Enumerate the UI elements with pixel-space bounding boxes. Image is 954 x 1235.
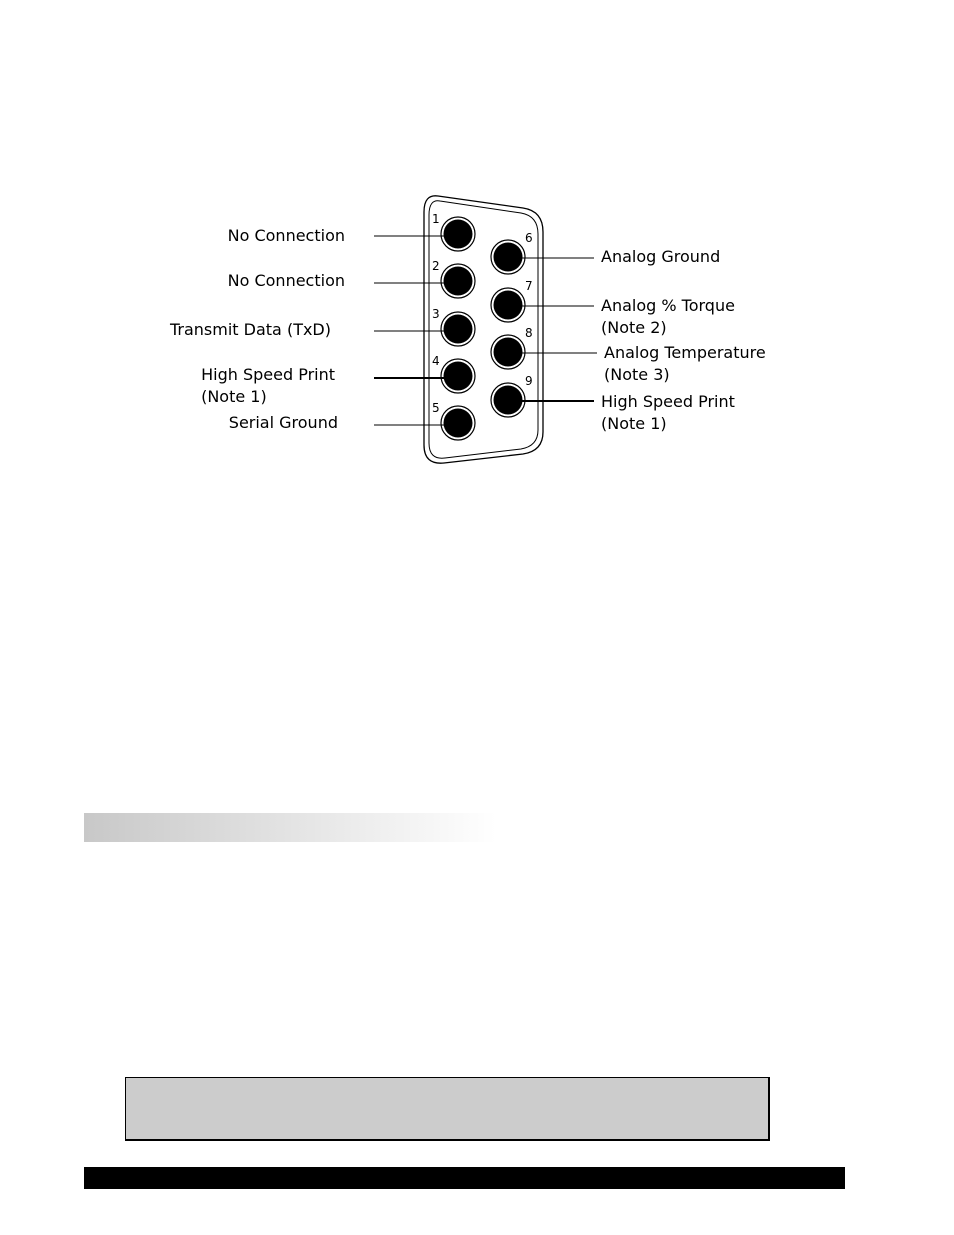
pin-9-label-line: High Speed Print: [601, 392, 735, 411]
pin-6-number: 6: [525, 231, 533, 245]
pin-7-label-line: Analog % Torque: [601, 296, 735, 315]
pin-8-label-line: Analog Temperature: [604, 343, 766, 362]
pin-9-number: 9: [525, 374, 533, 388]
pin-3-label-line: Transmit Data (TxD): [169, 320, 331, 339]
pin-2: [444, 267, 473, 296]
pin-8: [494, 338, 523, 367]
pin-2-number: 2: [432, 259, 440, 273]
pin-1: [444, 220, 473, 249]
pin-4-number: 4: [432, 354, 440, 368]
pin-6-label: [601, 246, 720, 268]
pin-1-number: 1: [432, 212, 440, 226]
pin-2-label: [228, 270, 345, 292]
pin-8-number: 8: [525, 326, 533, 340]
pin-7-label: [601, 295, 735, 339]
pin-1-label: [228, 225, 345, 247]
pin-3-number: 3: [432, 307, 440, 321]
pin-8-label: [604, 342, 766, 386]
footer-bar: [84, 1167, 845, 1189]
pin-8-label-line: (Note 3): [604, 365, 670, 384]
pin-7-label-line: (Note 2): [601, 318, 667, 337]
pin-7: [494, 291, 523, 320]
pins-group: [432, 212, 533, 440]
pin-5-label-line: Serial Ground: [228, 413, 338, 432]
pin-5: [444, 409, 473, 438]
pin-3: [444, 315, 473, 344]
leader-lines: [374, 236, 597, 425]
section-header-bar: [84, 813, 496, 842]
pin-9-label: [601, 391, 735, 435]
db9-connector-diagram: [0, 0, 954, 520]
pin-2-label-line: No Connection: [227, 271, 345, 290]
pin-4-label-line: High Speed Print: [201, 365, 335, 384]
pin-9-label-line: (Note 1): [601, 414, 667, 433]
pin-1-label-line: No Connection: [227, 226, 345, 245]
pin-4-label-line: (Note 1): [201, 387, 267, 406]
pin-6: [494, 243, 523, 272]
note-box: [125, 1077, 770, 1141]
pin-4: [444, 362, 473, 391]
pin-5-number: 5: [432, 401, 440, 415]
pin-4-label: [201, 364, 335, 408]
pin-5-label: [229, 412, 338, 434]
pin-6-label-line: Analog Ground: [601, 247, 721, 266]
pin-3-label: [170, 319, 331, 341]
pin-7-number: 7: [525, 279, 533, 293]
